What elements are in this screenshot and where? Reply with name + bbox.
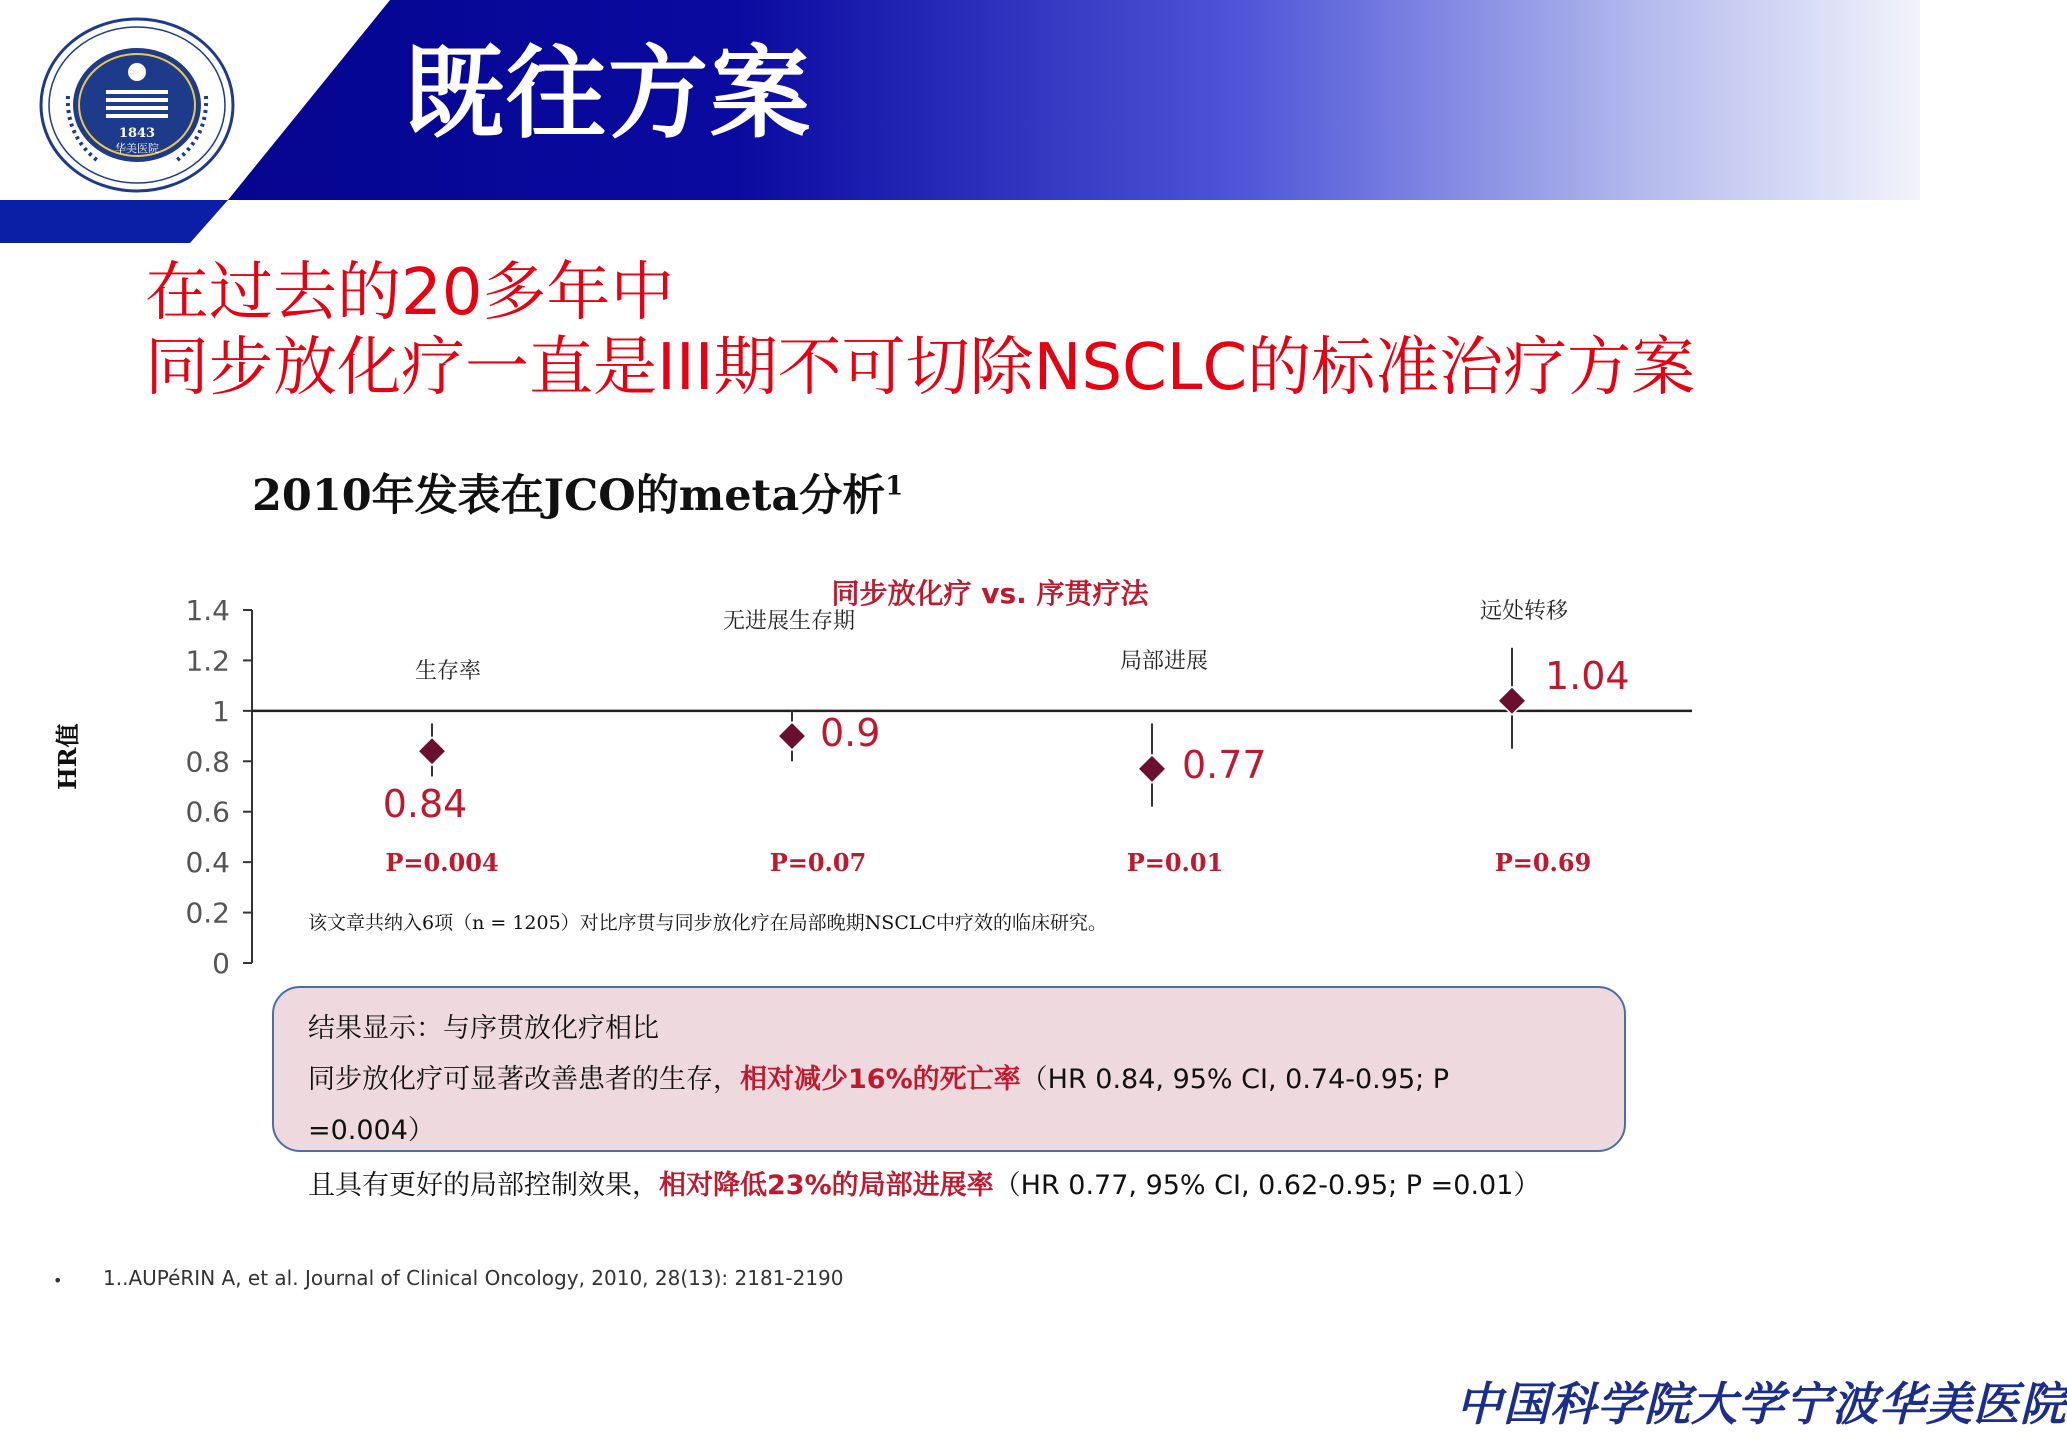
p-value-label: P=0.07 bbox=[769, 848, 867, 877]
results-survival-stats: （HR 0.84, 95% CI, 0.74-0.95; P bbox=[1020, 1064, 1450, 1095]
results-survival-highlight: 相对减少16%的死亡率 bbox=[740, 1064, 1021, 1095]
reference-bullet: • bbox=[53, 1271, 63, 1290]
p-value-label: P=0.69 bbox=[1494, 848, 1592, 877]
results-survival-line bbox=[308, 1057, 1449, 1096]
headline-line-2: 同步放化疗一直是III期不可切除NSCLC的标准治疗方案 bbox=[145, 331, 1696, 405]
y-tick-label: 0.2 bbox=[185, 896, 230, 930]
hr-value-label: 0.77 bbox=[1182, 743, 1267, 787]
footer-hospital-name: 中国科学院大学宁波华美医院 bbox=[1456, 1377, 2067, 1431]
headline-line-1: 在过去的20多年中 bbox=[145, 256, 675, 330]
y-tick-label: 0.6 bbox=[185, 795, 230, 829]
category-label: 无进展生存期 bbox=[722, 609, 856, 634]
chart-note: 该文章共纳入6项（n = 1205）对比序贯与同步放化疗在局部晚期NSCLC中疗效的临床研究。 bbox=[308, 912, 1108, 934]
category-label: 局部进展 bbox=[1119, 649, 1209, 674]
subtitle-footnote-marker: 1 bbox=[885, 471, 904, 502]
header-band bbox=[0, 0, 1920, 243]
y-tick-label: 0 bbox=[212, 947, 230, 980]
hr-point-marker bbox=[1138, 755, 1166, 783]
results-local-control-line bbox=[308, 1163, 1540, 1202]
chart-subtitle bbox=[252, 462, 903, 523]
category-label: 远处转移 bbox=[1479, 599, 1569, 624]
hr-point-marker bbox=[778, 722, 806, 750]
results-local-text: 且具有更好的局部控制效果， bbox=[308, 1170, 659, 1201]
y-tick-label: 0.8 bbox=[185, 745, 230, 779]
results-survival-text: 同步放化疗可显著改善患者的生存， bbox=[308, 1064, 740, 1095]
results-local-stats: （HR 0.77, 95% CI, 0.62-0.95; P =0.01） bbox=[993, 1170, 1541, 1201]
y-tick-label: 0.4 bbox=[185, 846, 230, 880]
y-tick-label: 1 bbox=[212, 694, 230, 728]
category-label: 生存率 bbox=[414, 659, 482, 684]
reference-text: 1..AUPéRIN A, et al. Journal of Clinical Oncology, 2010, 28(13): 2181-2190 bbox=[103, 1266, 844, 1290]
logo-name: 华美医院 bbox=[115, 142, 159, 155]
results-heading: 结果显示：与序贯放化疗相比 bbox=[308, 1013, 659, 1044]
p-value-label: P=0.004 bbox=[385, 848, 499, 877]
subtitle-text: 2010年发表在JCO的meta分析 bbox=[252, 471, 886, 521]
y-axis-label-text: HR值 bbox=[53, 723, 82, 790]
hr-value-label: 0.9 bbox=[820, 711, 881, 755]
hr-value-label: 0.84 bbox=[382, 782, 468, 826]
results-survival-pvalue: =0.004） bbox=[308, 1115, 435, 1146]
p-value-label: P=0.01 bbox=[1126, 848, 1224, 877]
y-tick-label: 1.2 bbox=[185, 644, 230, 678]
y-tick-label: 1.4 bbox=[185, 594, 230, 627]
chart-title: 同步放化疗 vs. 序贯疗法 bbox=[831, 577, 1149, 610]
hospital-logo bbox=[38, 16, 236, 194]
results-local-highlight: 相对降低23%的局部进展率 bbox=[659, 1170, 994, 1201]
slide-title: 既往方案 bbox=[404, 35, 812, 152]
hr-value-label: 1.04 bbox=[1545, 654, 1630, 698]
hr-point-marker bbox=[418, 737, 446, 765]
logo-year: 1843 bbox=[118, 126, 156, 141]
